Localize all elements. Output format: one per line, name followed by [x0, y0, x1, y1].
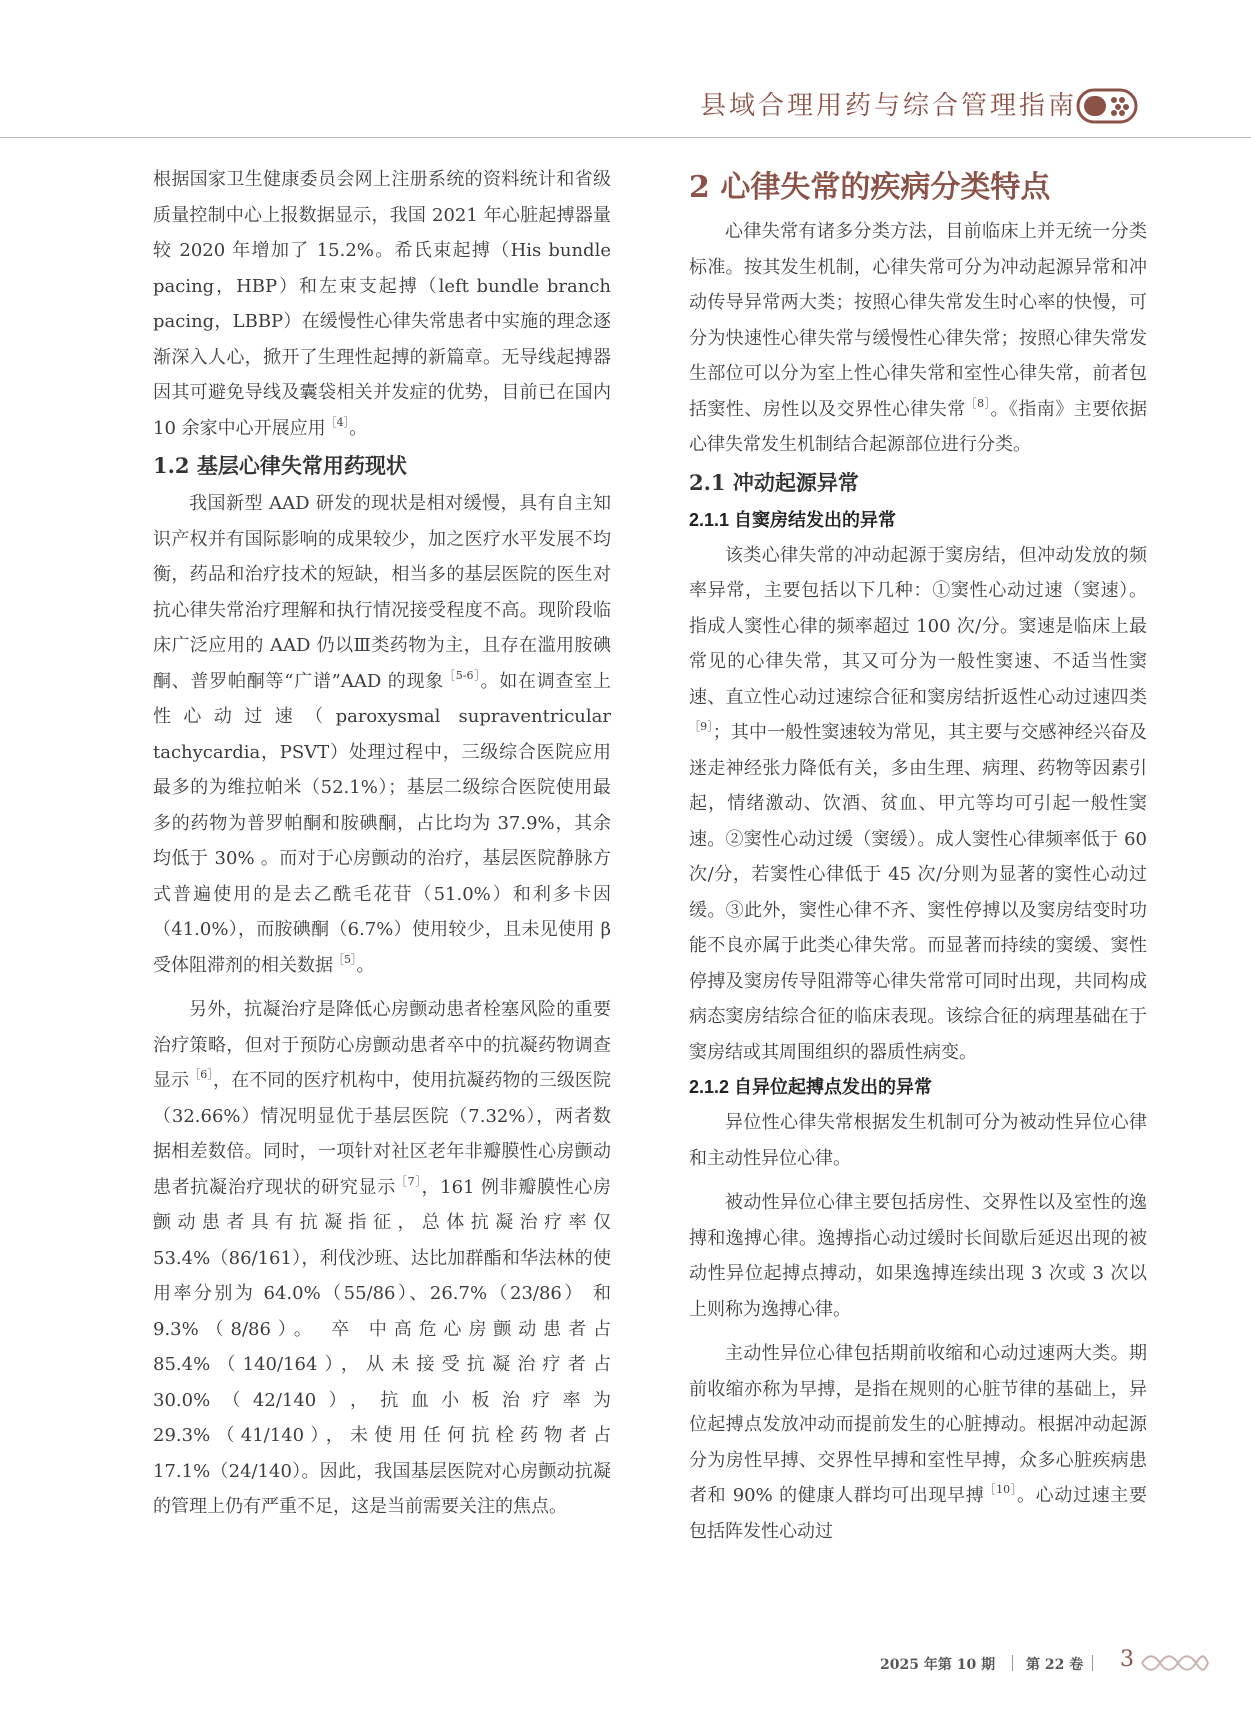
reference-mark[interactable]: ［9］ — [689, 720, 713, 733]
page-number: 3 — [1120, 1647, 1134, 1672]
footer-divider — [1092, 1655, 1093, 1671]
paragraph: 心律失常有诸多分类方法，目前临床上并无统一分类标准。按其发生机制，心律失常可分为冲动起源异常和冲动传导异常两大类；按照心律失常发生时心率的快慢，可分为快速性心律失常与缓慢性心律失常；按照心律失常发生部位可以分为室上性心律失常和室性心律失常，前者包括窦性、房性以及交界性心律失常$^{[8]}$。《指南》主要依据心律失常发生机制结合起源部位进行分类。 — [689, 221, 1148, 455]
wave-ornament-icon — [1140, 1652, 1210, 1674]
reference-mark[interactable]: ［5-6］ — [444, 668, 481, 682]
paragraph: 我国新型 AAD 研发的现状是相对缓慢，具有自主知识产权并有国际影响的成果较少，加之医疗水平发展不均衡，药品和治疗技术的短缺，相当多的基层医院的医生对抗心律失常治疗理解和执行情况接受程度不高。现阶段临床广泛应用的 AAD 仍以Ⅲ类药物为主，且存在滥用胺碘酮、普罗帕酮等“广谱”AAD 的现象$^{[5-6]}$。如在调查室上性心动过速（paroxysmal supraventricular tachycardia，PSVT）处理过程中，三级综合医院应用最多的为维拉帕米（52.1%）；基层二级综合医院使用最多的药物为普罗帕酮和胺碘酮，占比均为 37.9%，其余均低于 30% 。而对于心房颤动的治疗，基层医院静脉方式普遍使用的是去乙酰毛花苷（51.0%）和利多卡因（41.0%），而胺碘酮（6.7%）使用较少，且未见使用 β 受体阻滞剂的相关数据$^{[5]}$。 — [153, 493, 612, 976]
volume-label: 第 22 卷 — [1026, 1657, 1084, 1673]
reference-mark[interactable]: ［4］ — [325, 415, 350, 429]
reference-mark[interactable]: ［10］ — [984, 1483, 1017, 1496]
reference-mark[interactable]: ［6］ — [189, 1068, 213, 1081]
footer-divider — [1012, 1655, 1013, 1671]
journal-title: 县域合理用药与综合管理指南 — [700, 91, 1078, 121]
chapter-heading: 2 心律失常的疾病分类特点 — [689, 170, 1051, 205]
reference-mark[interactable]: ［5］ — [333, 952, 357, 966]
page-footer — [880, 1647, 1220, 1676]
journal-logo-icon — [1076, 86, 1138, 126]
reference-mark[interactable]: ［8］ — [965, 396, 991, 410]
issue-label: 2025 年第 10 期 — [880, 1657, 996, 1673]
paragraph: 根据国家卫生健康委员会网上注册系统的资料统计和省级质量控制中心上报数据显示，我国 2021 年心脏起搏器量较 2020 年增加了 15.2%。希氏束起搏（His bundle pacing，HBP）和左束支起搏（left bundle branch pacing，LBBP）在缓慢性心律失常患者中实施的理念逐渐深入人心，掀开了生理性起搏的新篇章。无导线起搏器因其可避免导线及囊袋相关并发症的优势，目前已在国内 10 余家中心开展应用$^{[4]}$。 — [153, 169, 611, 439]
paragraph: 主动性异位心律包括期前收缩和心动过速两大类。期前收缩亦称为早搏，是指在规则的心脏节律的基础上，异位起搏点发放冲动而提前发生的心脏搏动。根据冲动起源分为房性早搏、交界性早搏和室性早搏，众多心脏疾病患者和 90% 的健康人群均可出现早搏$^{[10]}$。心动过速主要包括阵发性心动过 — [689, 1343, 1148, 1542]
reference-mark[interactable]: ［7］ — [395, 1174, 422, 1188]
subsection-heading: 2.1.1 自窦房结发出的异常 — [689, 509, 897, 530]
paragraph: 该类心律失常的冲动起源于窦房结，但冲动发放的频率异常，主要包括以下几种：①窦性心动过速（窦速）。指成人窦性心律的频率超过 100 次/分。窦速是临床上最常见的心律失常，其又可分为一般性窦速、不适当性窦速、直立性心动过速综合征和窦房结折返性心动过速四类$^{[9]}$；其中一般性窦速较为常见，其主要与交感神经兴奋及迷走神经张力降低有关，多由生理、病理、药物等因素引起，情绪激动、饮酒、贫血、甲亢等均可引起一般性窦速。②窦性心动过缓（窦缓）。成人窦性心律频率低于 60 次/分，若窦性心律低于 45 次/分则为显著的窦性心动过缓。③此外，窦性心律不齐、窦性停搏以及窦房结变时功能不良亦属于此类心律失常。而显著而持续的窦缓、窦性停搏及窦房传导阻滞等心律失常常可同时出现，共同构成病态窦房结综合征的临床表现。该综合征的病理基础在于窦房结或其周围组织的器质性病变。 — [689, 544, 1148, 1063]
section-heading: 1.2 基层心律失常用药现状 — [153, 453, 407, 478]
section-heading: 2.1 冲动起源异常 — [689, 469, 859, 495]
right-column — [689, 162, 1147, 1549]
left-column — [153, 162, 611, 1525]
subsection-heading: 2.1.2 自异位起搏点发出的异常 — [689, 1077, 933, 1097]
header-divider — [0, 137, 1251, 138]
paragraph: 另外，抗凝治疗是降低心房颤动患者栓塞风险的重要治疗策略，但对于预防心房颤动患者卒中的抗凝药物调查显示$^{[6]}$，在不同的医疗机构中，使用抗凝药物的三级医院（32.66%）情况明显优于基层医院（7.32%），两者数据相差数倍。同时，一项针对社区老年非瓣膜性心房颤动患者抗凝治疗现状的研究显示$^{[7]}$，161 例非瓣膜性心房颤动患者具有抗凝指征，总体抗凝治疗率仅 53.4%（86/161），利伐沙班、达比加群酯和华法林的使用率分别为 64.0%（55/86）、26.7%（23/86） 和 9.3%（8/86）。 卒 中高危心房颤动患者占 85.4%（140/164），从未接受抗凝治疗者占 30.0%（42/140），抗血小板治疗率为 29.3%（41/140），未使用任何抗栓药物者占 17.1%（24/140）。因此，我国基层医院对心房颤动抗凝的管理上仍有严重不足，这是当前需要关注的焦点。 — [153, 999, 612, 1517]
paragraph: 被动性异位心律主要包括房性、交界性以及室性的逸搏和逸搏心律。逸搏指心动过缓时长间歇后延迟出现的被动性异位起搏点搏动，如果逸搏连续出现 3 次或 3 次以上则称为逸搏心律。 — [689, 1192, 1147, 1320]
paragraph: 异位性心律失常根据发生机制可分为被动性异位心律和主动性异位心律。 — [689, 1112, 1147, 1169]
